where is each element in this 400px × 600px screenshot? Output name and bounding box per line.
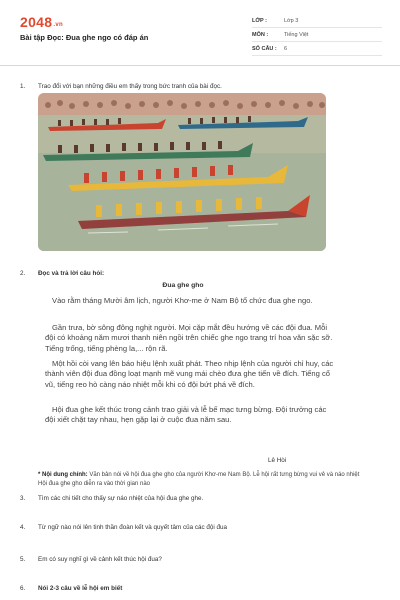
- question-text: Nói 2-3 câu về lễ hội em biết: [38, 585, 123, 592]
- story-title: Đua ghe gho: [162, 282, 204, 289]
- question-text: Đọc và trả lời câu hỏi:: [38, 270, 105, 277]
- meta-row-subject: [252, 28, 382, 42]
- meta-value: Tiếng Việt: [284, 31, 309, 38]
- question-number: 3.: [20, 495, 26, 502]
- question-text: Tìm các chi tiết cho thấy sự náo nhiệt của hội đua ghe ghe.: [38, 495, 204, 502]
- story-paragraph: Hội đua ghe kết thúc trong cảnh trao giải và lễ bế mạc tưng bừng. Đội trưởng các đội xiết chặt tay nhau, hẹn gặp lại ở cuộc đua năm sau.: [45, 405, 327, 425]
- story-author: Lê Hòi: [268, 457, 287, 464]
- logo-suffix: .vn: [53, 22, 63, 28]
- meta-row-class: [252, 14, 382, 28]
- story-paragraph: Một hồi còi vang lên báo hiệu lệnh xuất phát. Theo nhịp lệnh của người chỉ huy, các thành viên đội đua đồng loạt mạnh mẽ vung mái chèo đưa ghe tiến về đích. Tiếng cổ vũ, tiếng reo hò càng náo nhiệt mỗi khi có đội bứt phá về đích.: [45, 359, 334, 389]
- question-number: 1.: [20, 83, 26, 90]
- meta-key: SỐ CÂU :: [252, 45, 277, 52]
- boat-race-image: [38, 93, 326, 251]
- meta-key: MÔN :: [252, 31, 269, 38]
- question-text: Trao đổi với bạn những điều em thấy trong bức tranh của bài đọc.: [38, 83, 222, 90]
- meta-table: [252, 14, 382, 56]
- meta-value: Lớp 3: [284, 17, 299, 24]
- content-summary: [38, 471, 383, 489]
- header-divider: [0, 65, 400, 66]
- story-paragraph: Vào rằm tháng Mười âm lịch, người Khơ-me ở Nam Bộ tổ chức đua ghe ngo.: [52, 296, 313, 305]
- content-summary-label: * Nội dung chính:: [38, 472, 88, 478]
- story-paragraph: Gần trưa, bờ sông đông nghịt người. Mọi cặp mắt đều hướng về các đội đua. Mỗi đội có khoảng năm mươi thanh niên ngồi trên chiếc ghe ngo trang trí hoa văn sặc sỡ. Tiếng trống, tiếng phèng la,... rộn rã.: [45, 323, 333, 353]
- content-summary-text: Văn bản nói về hội đua ghe gho của người Khơ-me Nam Bộ. Lễ hội rất tưng bừng vui vẻ và náo nhiệt: [89, 472, 360, 478]
- question-text: Em có suy nghĩ gì về cảnh kết thúc hội đua?: [38, 556, 162, 563]
- logo-text: 2048: [20, 14, 53, 30]
- question-number: 6.: [20, 585, 26, 592]
- content-summary-line2: Hội đua ghe gho diễn ra vào thời gian nào: [38, 481, 151, 487]
- site-logo[interactable]: [20, 14, 63, 30]
- page-header: [0, 0, 400, 66]
- question-number: 2.: [20, 270, 26, 277]
- meta-value: 6: [284, 45, 288, 52]
- question-number: 5.: [20, 556, 26, 563]
- meta-key: LỚP :: [252, 17, 267, 24]
- question-number: 4.: [20, 524, 26, 531]
- meta-row-count: [252, 42, 382, 56]
- question-text: Từ ngữ nào nói lên tinh thần đoàn kết và quyết tâm của các đội đua: [38, 524, 228, 531]
- boat-race-illustration: [38, 93, 326, 251]
- document-title: Bài tập Đọc: Đua ghe ngo có đáp án: [20, 33, 149, 42]
